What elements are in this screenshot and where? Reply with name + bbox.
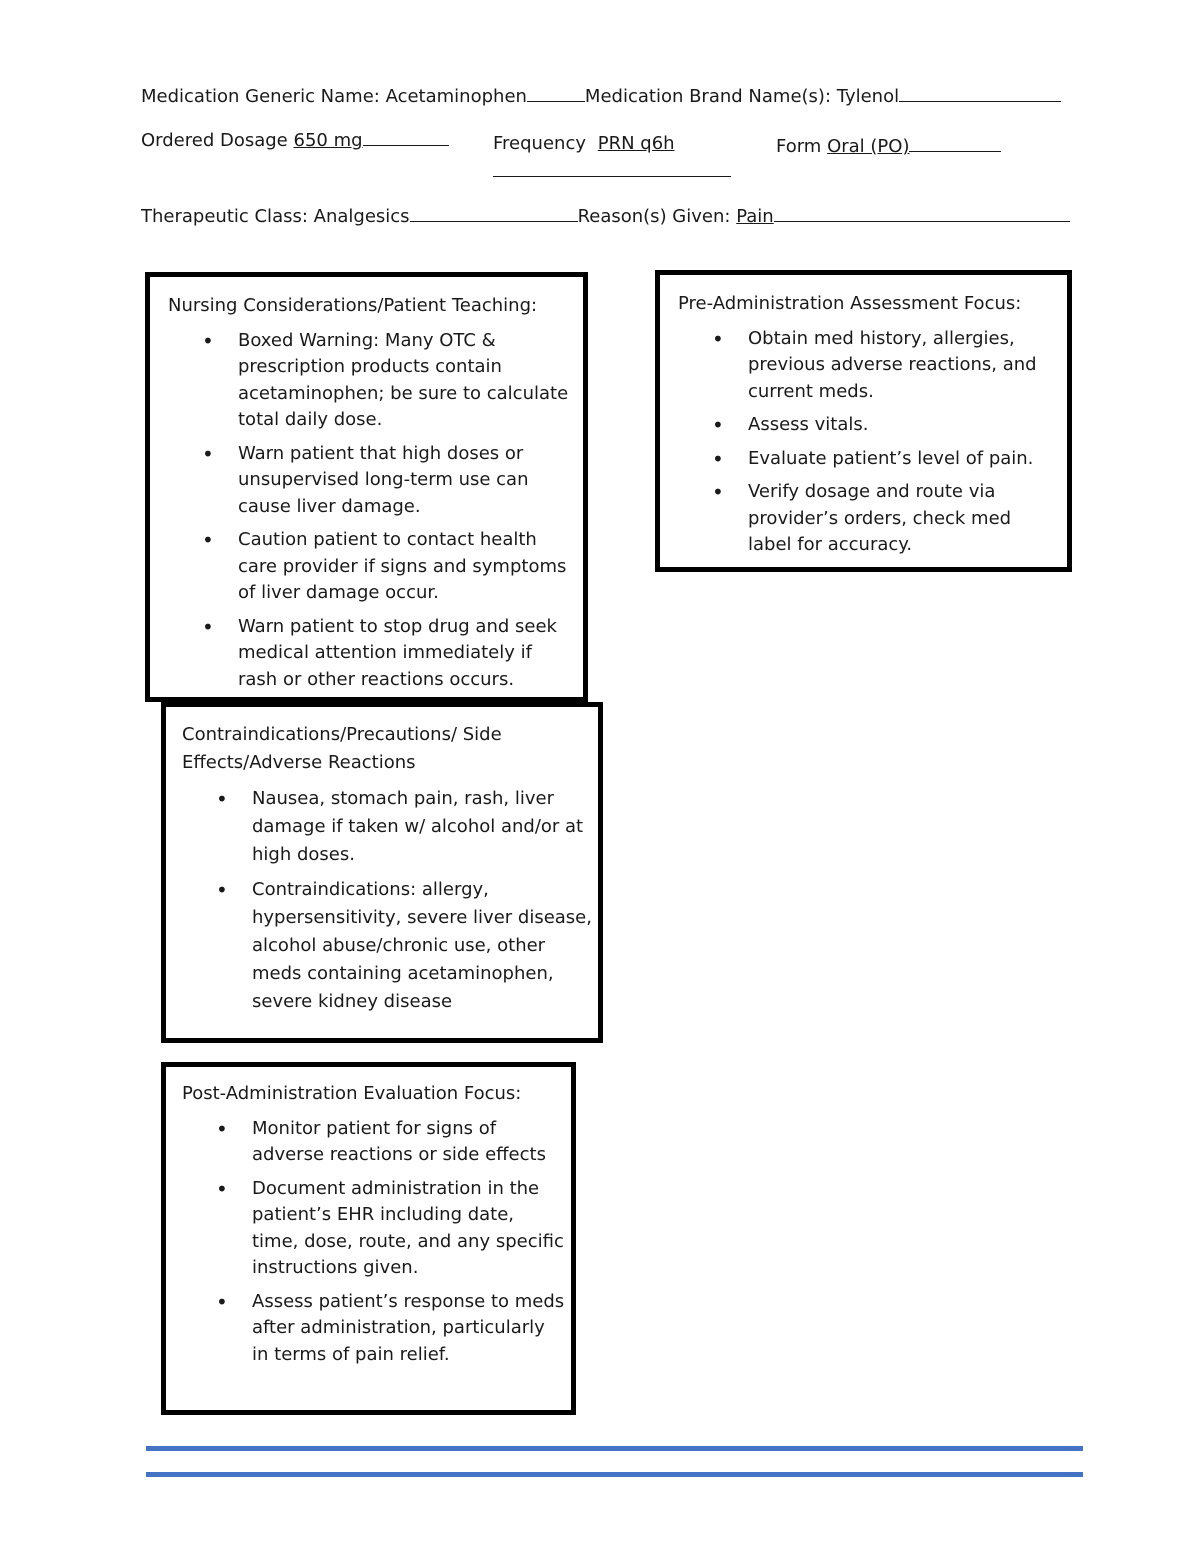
list-item: • Caution patient to contact health care provider if signs and symptoms of liver damage occur. — [168, 527, 573, 607]
brand-name-blank — [899, 83, 1061, 102]
class-blank — [410, 203, 578, 222]
class-line — [141, 203, 1070, 227]
list-item: • Assess vitals. — [678, 412, 1057, 439]
pre-admin-list — [678, 326, 1057, 559]
list-item: • Verify dosage and route via provider’s orders, check med label for accuracy. — [678, 479, 1057, 559]
pre-admin-title: Pre-Administration Assessment Focus: — [678, 293, 1022, 314]
post-administration-box — [161, 1062, 576, 1415]
reason-blank — [774, 203, 1070, 222]
footer-rule-top — [146, 1446, 1083, 1451]
list-item: • Obtain med history, allergies, previous adverse reactions, and current meds. — [678, 326, 1057, 406]
reason-value: Pain — [736, 206, 774, 227]
class-label: Therapeutic Class: — [141, 206, 308, 227]
nursing-considerations-box — [145, 272, 588, 702]
form-label: Form — [776, 136, 822, 157]
form-line — [776, 133, 1001, 157]
list-item: • Assess patient’s response to meds after administration, particularly in terms of pain relief. — [182, 1289, 565, 1369]
pre-administration-box — [655, 270, 1072, 572]
dosage-value: 650 mg — [293, 130, 363, 151]
dosage-blank — [363, 127, 449, 146]
generic-name-label: Medication Generic Name: — [141, 86, 380, 107]
contra-list — [182, 785, 592, 1016]
brand-name-value: Tylenol — [836, 86, 900, 107]
form-blank — [909, 133, 1001, 152]
frequency-line — [493, 133, 675, 154]
footer-rule-bottom — [146, 1472, 1083, 1477]
nursing-title: Nursing Considerations/Patient Teaching: — [168, 295, 538, 316]
frequency-value: PRN q6h — [597, 133, 675, 154]
list-item: • Monitor patient for signs of adverse reactions or side effects — [182, 1116, 565, 1169]
form-value: Oral (PO) — [827, 136, 910, 157]
contraindications-box — [161, 702, 603, 1043]
contra-title: Contraindications/Precautions/ Side Effects/Adverse Reactions — [182, 724, 502, 773]
post-admin-title: Post-Administration Evaluation Focus: — [182, 1083, 522, 1104]
reason-label: Reason(s) Given: — [577, 206, 731, 227]
list-item: • Warn patient that high doses or unsupervised long-term use can cause liver damage. — [168, 441, 573, 521]
list-item: • Nausea, stomach pain, rash, liver damage if taken w/ alcohol and/or at high doses. — [182, 785, 592, 869]
generic-name-value: Acetaminophen — [385, 86, 527, 107]
nursing-list — [168, 328, 573, 694]
class-value: Analgesics — [313, 206, 410, 227]
generic-name-blank — [527, 83, 585, 102]
frequency-blank — [493, 176, 731, 177]
list-item: • Boxed Warning: Many OTC & prescription products contain acetaminophen; be sure to calculate total daily dose. — [168, 328, 573, 434]
generic-name-line — [141, 83, 1061, 107]
list-item: • Evaluate patient’s level of pain. — [678, 446, 1057, 473]
list-item: • Document administration in the patient’s EHR including date, time, dose, route, and any specific instructions given. — [182, 1176, 565, 1282]
brand-name-label: Medication Brand Name(s): — [584, 86, 832, 107]
list-item: • Warn patient to stop drug and seek medical attention immediately if rash or other reactions occurs. — [168, 614, 573, 694]
dosage-line — [141, 127, 449, 151]
frequency-label: Frequency — [493, 133, 586, 154]
post-admin-list — [182, 1116, 565, 1369]
dosage-label: Ordered Dosage — [141, 130, 288, 151]
list-item: • Contraindications: allergy, hypersensitivity, severe liver disease, alcohol abuse/chronic use, other meds containing acetaminophen, severe kidney disease — [182, 876, 592, 1016]
